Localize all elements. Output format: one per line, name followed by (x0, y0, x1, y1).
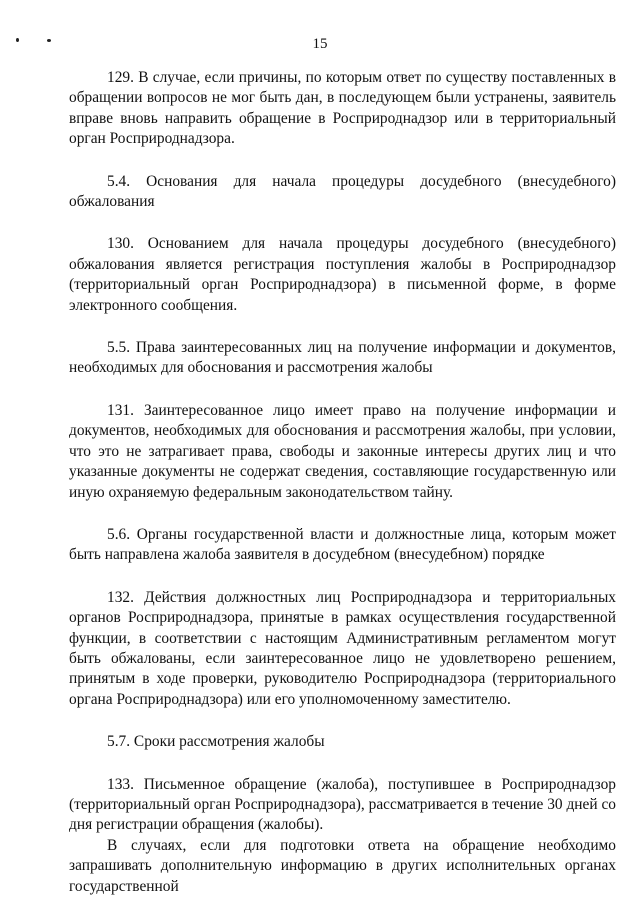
paragraph-131: 131. Заинтересованное лицо имеет право на получение информации и документов, необходимых для обоснования и рассмотрения жалобы, при условии, что это не затрагивает права, свободы и законные интересы других лиц и что указанные документы не содержат сведения, составляющие государственную или иную охраняемую федеральным законодательством тайну. (69, 401, 616, 501)
section-heading-5-4: 5.4. Основания для начала процедуры досудебного (внесудебного) обжалования (69, 172, 616, 211)
paragraph-129: 129. В случае, если причины, по которым ответ по существу поставленных в обращении вопросов не мог быть дан, в последующем были устранены, заявитель вправе вновь направить обращение в Росприроднадзор или в территориальный орган Росприроднадзора. (69, 69, 616, 148)
document-body (69, 68, 616, 897)
paragraph-133-continued: В случаях, если для подготовки ответа на обращение необходимо запрашивать дополнительную информацию в других исполнительных органах государственной (69, 836, 616, 895)
section-heading-5-5: 5.5. Права заинтересованных лиц на получение информации и документов, необходимых для обоснования и рассмотрения жалобы (69, 339, 616, 377)
paragraph-130: 130. Основанием для начала процедуры досудебного (внесудебного) обжалования является регистрация поступления жалобы в Росприроднадзор (территориальный орган Росприроднадзора) в письменной форме, в форме электронного сообщения. (69, 235, 616, 314)
paragraph-132: 132. Действия должностных лиц Росприроднадзора и территориальных органов Росприроднадзора, принятые в рамках осуществления государственной функции, в соответствии с настоящим Административным регламентом могут быть обжалованы, если заинтересованное лицо не удовлетворено решением, принятым в ходе проверки, руководителю Росприроднадзора (территориального органа Росприроднадзора) или его уполномоченному заместителю. (69, 588, 616, 708)
section-heading-5-6: 5.6. Органы государственной власти и должностные лица, которым может быть направлена жалоба заявителя в досудебном (внесудебном) порядке (69, 525, 616, 564)
page-number: 15 (312, 36, 328, 52)
section-heading-5-7: 5.7. Сроки рассмотрения жалобы (107, 733, 325, 751)
paragraph-133: 133. Письменное обращение (жалоба), поступившее в Росприроднадзор (территориальный орган Росприроднадзора), рассматривается в течение 30 дней со дня регистрации обращения (жалобы). (69, 775, 616, 834)
